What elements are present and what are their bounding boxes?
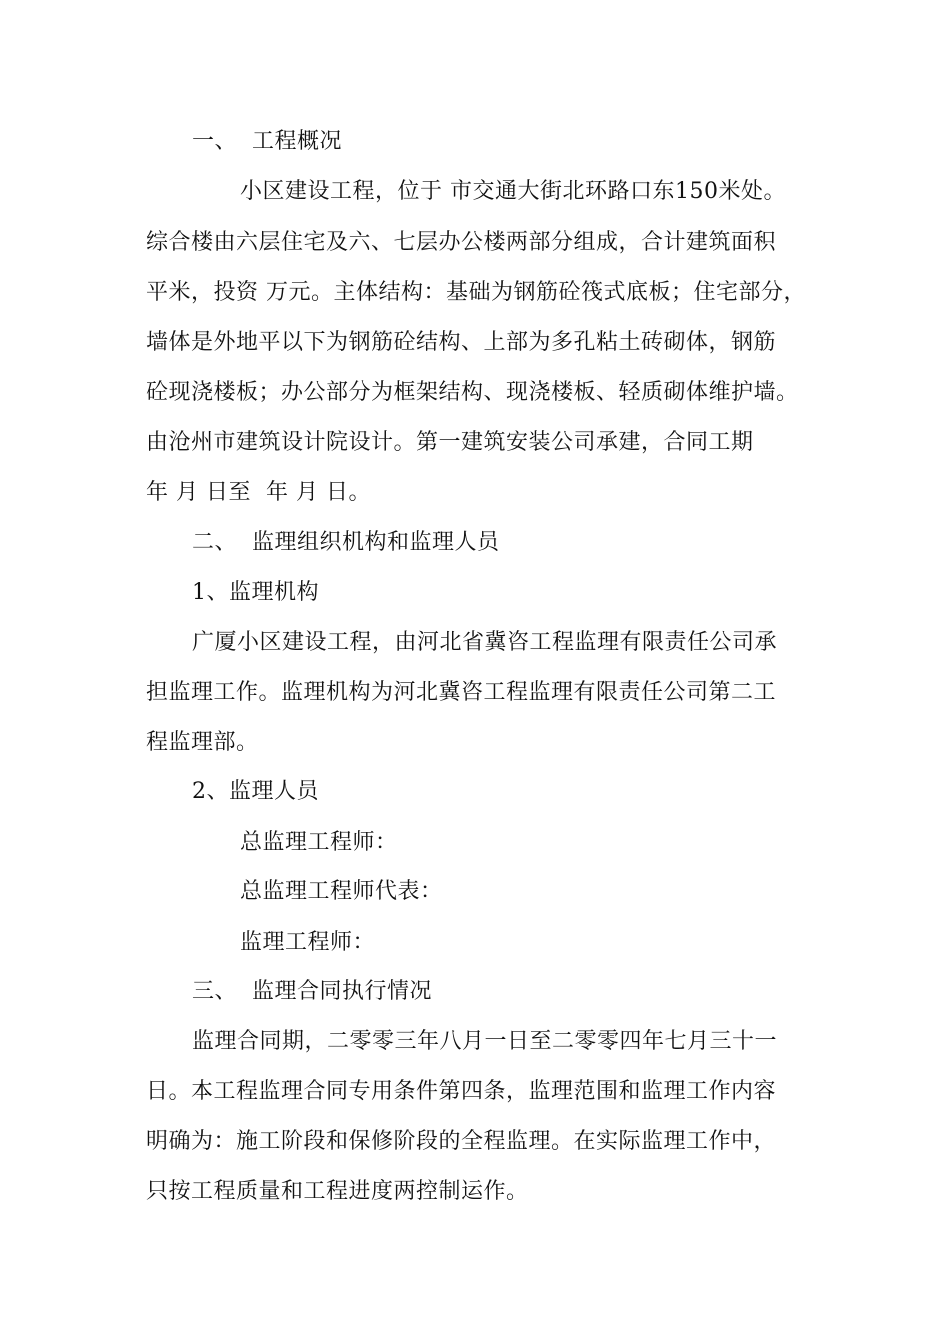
paragraph-line: 监理合同期，二零零三年八月一日至二零零四年七月三十一 [192,1029,778,1054]
paragraph-line: 只按工程质量和工程进度两控制运作。 [146,1179,529,1204]
paragraph-line: 由沧州市建筑设计院设计。第一建筑安装公司承建，合同工期 [146,430,754,455]
staff-line-deputy: 总监理工程师代表： [240,879,443,904]
subsection-heading-2: 2、监理人员 [192,779,319,804]
staff-line-engineer: 监理工程师： [240,930,376,955]
paragraph-line: 广厦小区建设工程，由河北省冀咨工程监理有限责任公司承 [192,630,778,655]
paragraph-line: 明确为：施工阶段和保修阶段的全程监理。在实际监理工作中， [146,1129,777,1154]
paragraph-line: 墙体是外地平以下为钢筋砼结构、上部为多孔粘土砖砌体，钢筋 [146,330,777,355]
section-heading-3: 三、 监理合同执行情况 [192,979,432,1004]
paragraph-line: 日。本工程监理合同专用条件第四条，监理范围和监理工作内容 [146,1079,777,1104]
paragraph-line: 程监理部。 [146,730,259,755]
paragraph-line: 综合楼由六层住宅及六、七层办公楼两部分组成，合计建筑面积 [146,230,777,255]
section-heading-2: 二、 监理组织机构和监理人员 [192,530,500,555]
paragraph-line: 担监理工作。监理机构为河北冀咨工程监理有限责任公司第二工 [146,680,777,705]
section-heading-1: 一、 工程概况 [192,129,342,154]
paragraph-line: 年 月 日至 年 月 日。 [146,480,371,505]
paragraph-line: 砼现浇楼板；办公部分为框架结构、现浇楼板、轻质砌体维护墙。 [146,380,799,405]
staff-line-chief: 总监理工程师： [240,830,398,855]
paragraph-line: 小区建设工程，位于 市交通大街北环路口东150米处。 [240,179,786,204]
subsection-heading-1: 1、监理机构 [192,580,319,605]
paragraph-line: 平米，投资 万元。主体结构：基础为钢筋砼筏式底板；住宅部分， [146,280,806,305]
